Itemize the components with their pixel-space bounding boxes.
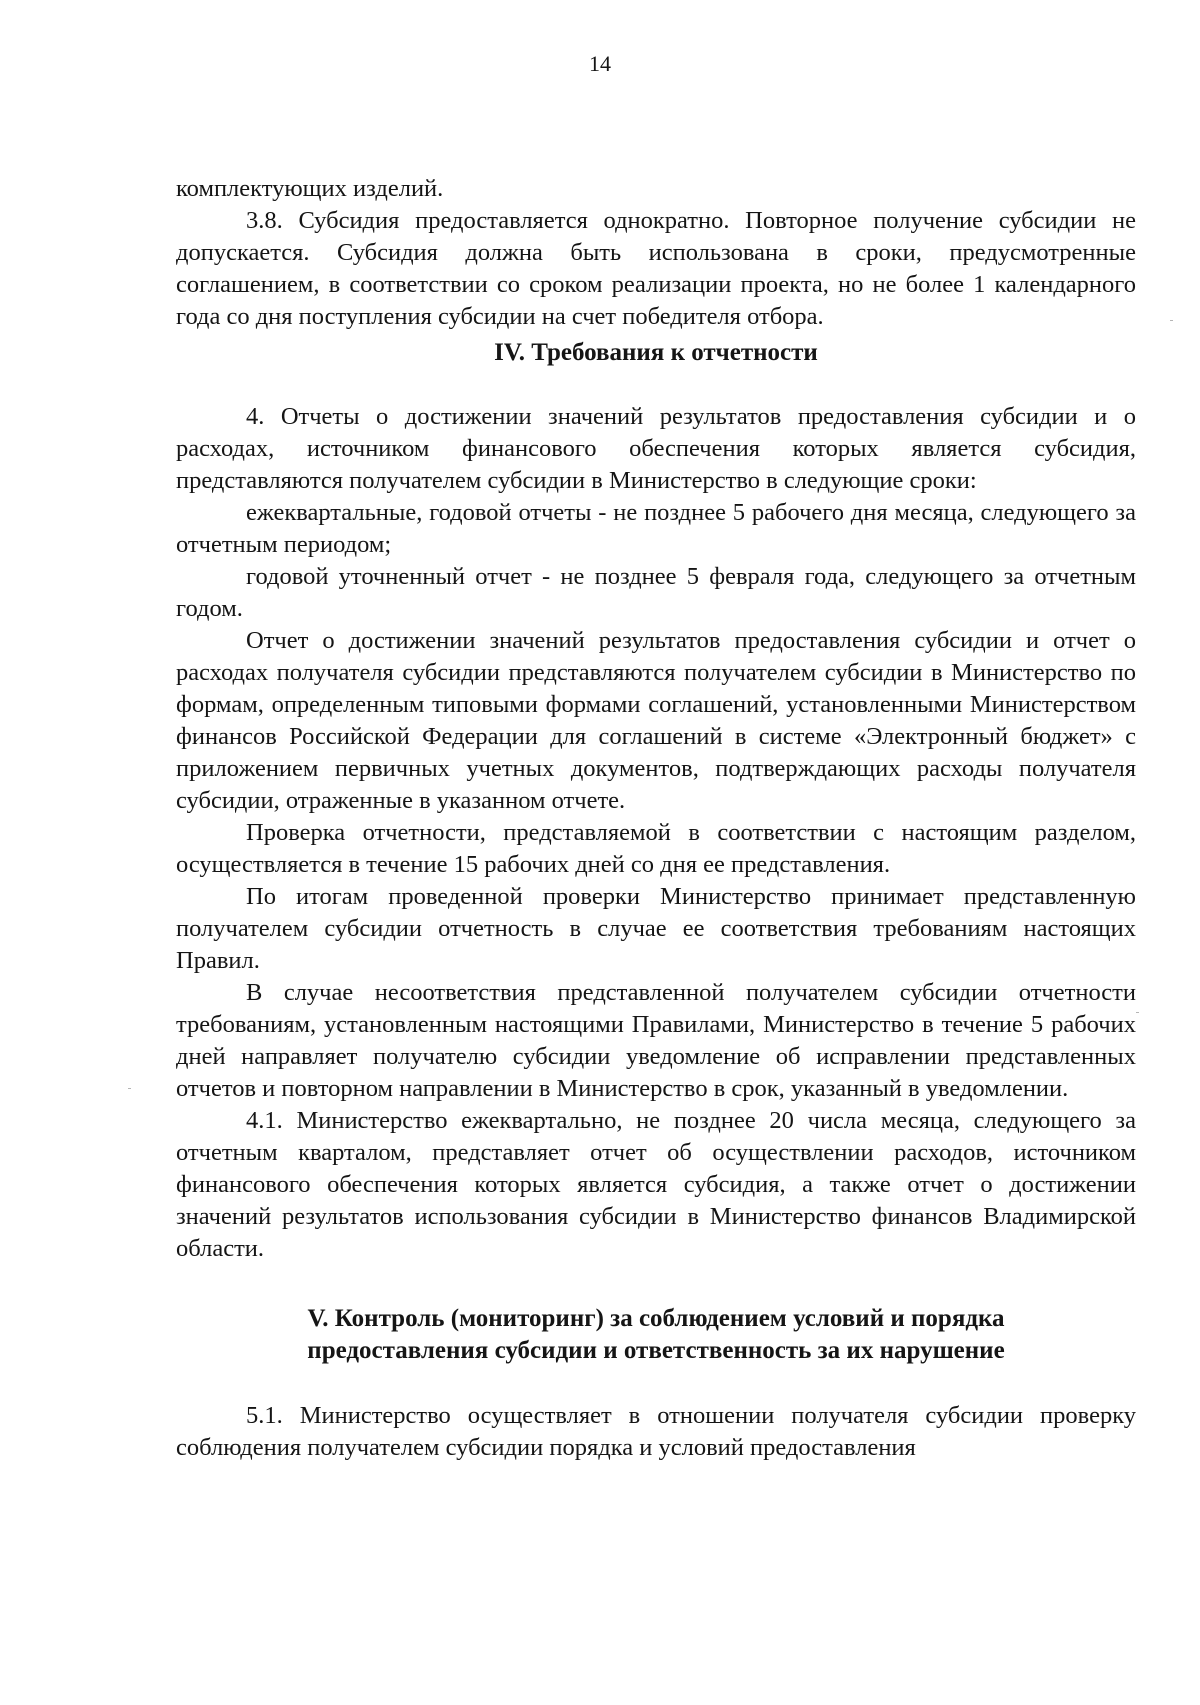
paragraph: ежеквартальные, годовой отчеты - не позднее 5 рабочего дня месяца, следующего за отчетным периодом;	[176, 499, 1136, 558]
scan-speck	[1136, 1012, 1139, 1013]
paragraph-5-1: 5.1. Министерство осуществляет в отношении получателя субсидии проверку соблюдения получателем субсидии порядка и условий предоставления	[176, 1402, 1136, 1461]
paragraph: годовой уточненный отчет - не позднее 5 февраля года, следующего за отчетным годом.	[176, 563, 1136, 622]
scan-speck	[128, 1088, 131, 1089]
section-iv-heading: IV. Требования к отчетности	[494, 339, 818, 366]
paragraph: Проверка отчетности, представляемой в соответствии с настоящим разделом, осуществляется в течение 15 рабочих дней со дня ее представления.	[176, 819, 1136, 878]
paragraph: Отчет о достижении значений результатов предоставления субсидии и отчет о расходах получателя субсидии представляются получателем субсидии в Министерство по формам, определенным типовыми формами соглашений, установленными Министерством финансов Российской Федерации для соглашений в системе «Электронный бюджет» с приложением первичных учетных документов, подтверждающих расходы получателя субсидии, отраженные в указанном отчете.	[176, 627, 1136, 814]
paragraph: По итогам проведенной проверки Министерство принимает представленную получателем субсидии отчетность в случае ее соответствия требованиям настоящих Правил.	[176, 883, 1136, 974]
paragraph: В случае несоответствия представленной получателем субсидии отчетности требованиям, установленным настоящими Правилами, Министерство в течение 5 рабочих дней направляет получателю субсидии уведомление об исправлении представленных отчетов и повторном направлении в Министерство в срок, указанный в уведомлении.	[176, 979, 1136, 1102]
page-number: 14	[589, 51, 611, 76]
paragraph-4: 4. Отчеты о достижении значений результатов предоставления субсидии и о расходах, источником финансового обеспечения которых является субсидия, представляются получателем субсидии в Министерство в следующие сроки:	[176, 403, 1136, 494]
section-v-heading	[176, 1303, 1136, 1367]
section-v-heading-line2: предоставления субсидии и ответственность за их нарушение	[307, 1337, 1005, 1364]
paragraph: комплектующих изделий.	[176, 175, 444, 202]
paragraph-3-8: 3.8. Субсидия предоставляется однократно. Повторное получение субсидии не допускается. Субсидия должна быть использована в сроки, предусмотренные соглашением, в соответствии со сроком реализации проекта, но не более 1 календарного года со дня поступления субсидии на счет победителя отбора.	[176, 207, 1136, 330]
scan-speck	[1170, 320, 1173, 321]
section-v-heading-line1: V. Контроль (мониторинг) за соблюдением условий и порядка	[307, 1305, 1005, 1332]
paragraph-4-1: 4.1. Министерство ежеквартально, не позднее 20 числа месяца, следующего за отчетным кварталом, представляет отчет об осуществлении расходов, источником финансового обеспечения которых является субсидия, а также отчет о достижении значений результатов использования субсидии в Министерство финансов Владимирской области.	[176, 1107, 1136, 1262]
